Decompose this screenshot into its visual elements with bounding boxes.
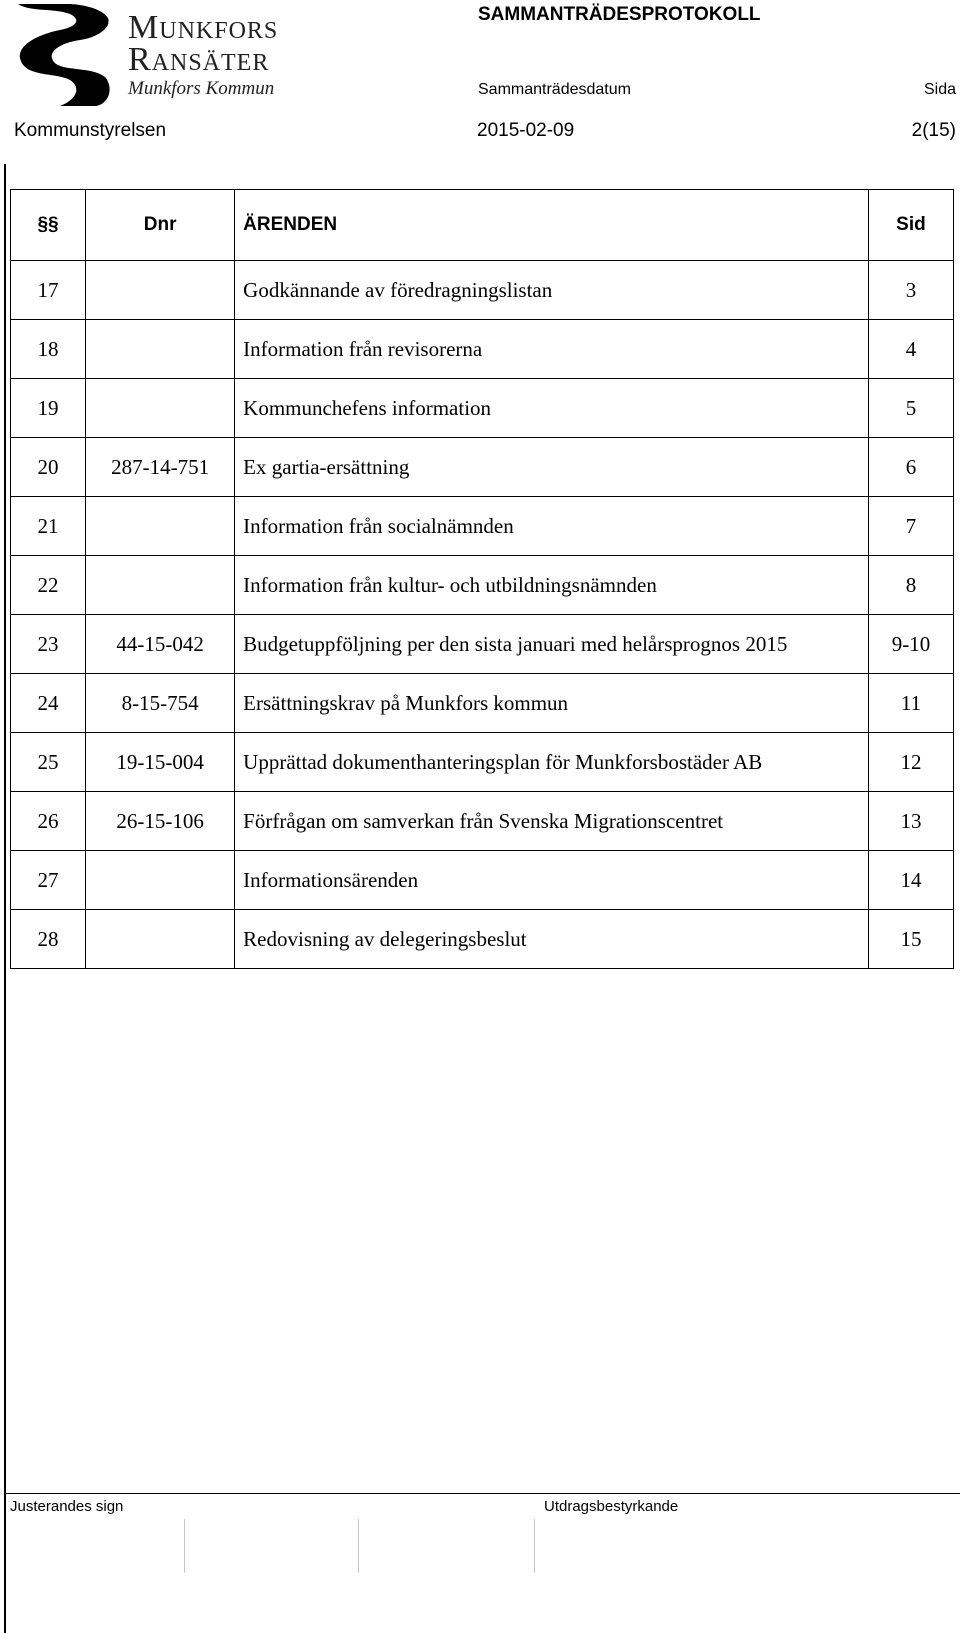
table-row: [11, 556, 954, 615]
header-dnr: Dnr: [86, 190, 235, 261]
table-row: [11, 792, 954, 851]
meeting-date-label: Sammanträdesdatum: [478, 81, 631, 98]
agenda-item-title: Kommunchefens information: [235, 379, 869, 438]
table-row: [11, 851, 954, 910]
signature-box-divider: [184, 1519, 185, 1573]
agenda-table: [10, 189, 954, 969]
page-reference: 13: [868, 792, 953, 851]
agenda-item-title: Information från revisorerna: [235, 320, 869, 379]
header-page: Sid: [868, 190, 953, 261]
case-number: [86, 320, 235, 379]
page-reference: 4: [868, 320, 953, 379]
page-reference: 7: [868, 497, 953, 556]
table-row: [11, 379, 954, 438]
signature-box-divider: [534, 1519, 535, 1573]
paragraph-number: 22: [11, 556, 86, 615]
logo-line-2: Ransäter: [128, 41, 270, 78]
munkfors-logo: [10, 0, 300, 112]
logo-line-1: Munkfors: [128, 9, 279, 46]
table-row: [11, 261, 954, 320]
table-row: [11, 674, 954, 733]
page-reference: 15: [868, 910, 953, 969]
page-number: 2(15): [911, 120, 956, 141]
page-reference: 12: [868, 733, 953, 792]
table-row: [11, 615, 954, 674]
header-paragraph: §§: [11, 190, 86, 261]
table-row: [11, 910, 954, 969]
page-reference: 3: [868, 261, 953, 320]
page-reference: 6: [868, 438, 953, 497]
paragraph-number: 25: [11, 733, 86, 792]
paragraph-number: 20: [11, 438, 86, 497]
signature-label: Justerandes sign: [10, 1498, 124, 1515]
case-number: [86, 379, 235, 438]
table-row: [11, 320, 954, 379]
case-number: [86, 851, 235, 910]
meeting-date: 2015-02-09: [477, 120, 575, 141]
agenda-item-title: Upprättad dokumenthanteringsplan för Munkforsbostäder AB: [235, 733, 869, 792]
logo-line-3: Munkfors Kommun: [128, 78, 275, 99]
page-reference: 14: [868, 851, 953, 910]
paragraph-number: 28: [11, 910, 86, 969]
page-label: Sida: [923, 81, 956, 98]
page-reference: 9-10: [868, 615, 953, 674]
agenda-item-title: Budgetuppföljning per den sista januari med helårsprognos 2015: [235, 615, 869, 674]
case-number: 44-15-042: [86, 615, 235, 674]
case-number: [86, 910, 235, 969]
table-header-row: [11, 190, 954, 261]
agenda-item-title: Godkännande av föredragningslistan: [235, 261, 869, 320]
case-number: 19-15-004: [86, 733, 235, 792]
case-number: 287-14-751: [86, 438, 235, 497]
table-row: [11, 733, 954, 792]
paragraph-number: 19: [11, 379, 86, 438]
river-emblem-icon: [18, 4, 110, 106]
left-margin-rule: [4, 164, 6, 1633]
document-type-title: SAMMANTRÄDESPROTOKOLL: [478, 4, 761, 25]
page-reference: 8: [868, 556, 953, 615]
agenda-item-title: Information från kultur- och utbildningsnämnden: [235, 556, 869, 615]
page-reference: 5: [868, 379, 953, 438]
agenda-item-title: Ersättningskrav på Munkfors kommun: [235, 674, 869, 733]
paragraph-number: 21: [11, 497, 86, 556]
agenda-item-title: Redovisning av delegeringsbeslut: [235, 910, 869, 969]
agenda-item-title: Informationsärenden: [235, 851, 869, 910]
paragraph-number: 18: [11, 320, 86, 379]
page-reference: 11: [868, 674, 953, 733]
paragraph-number: 23: [11, 615, 86, 674]
table-row: [11, 497, 954, 556]
extract-certification-label: Utdragsbestyrkande: [544, 1498, 679, 1515]
paragraph-number: 26: [11, 792, 86, 851]
agenda-item-title: Information från socialnämnden: [235, 497, 869, 556]
table-row: [11, 438, 954, 497]
agenda-item-title: Ex gartia-ersättning: [235, 438, 869, 497]
case-number: [86, 497, 235, 556]
case-number: [86, 261, 235, 320]
agenda-item-title: Förfrågan om samverkan från Svenska Migrationscentret: [235, 792, 869, 851]
case-number: [86, 556, 235, 615]
header-title: ÄRENDEN: [235, 190, 869, 261]
case-number: 8-15-754: [86, 674, 235, 733]
footer-rule: [4, 1493, 960, 1494]
organization-name: Kommunstyrelsen: [14, 120, 167, 141]
signature-box-divider: [358, 1519, 359, 1573]
paragraph-number: 27: [11, 851, 86, 910]
paragraph-number: 24: [11, 674, 86, 733]
case-number: 26-15-106: [86, 792, 235, 851]
paragraph-number: 17: [11, 261, 86, 320]
